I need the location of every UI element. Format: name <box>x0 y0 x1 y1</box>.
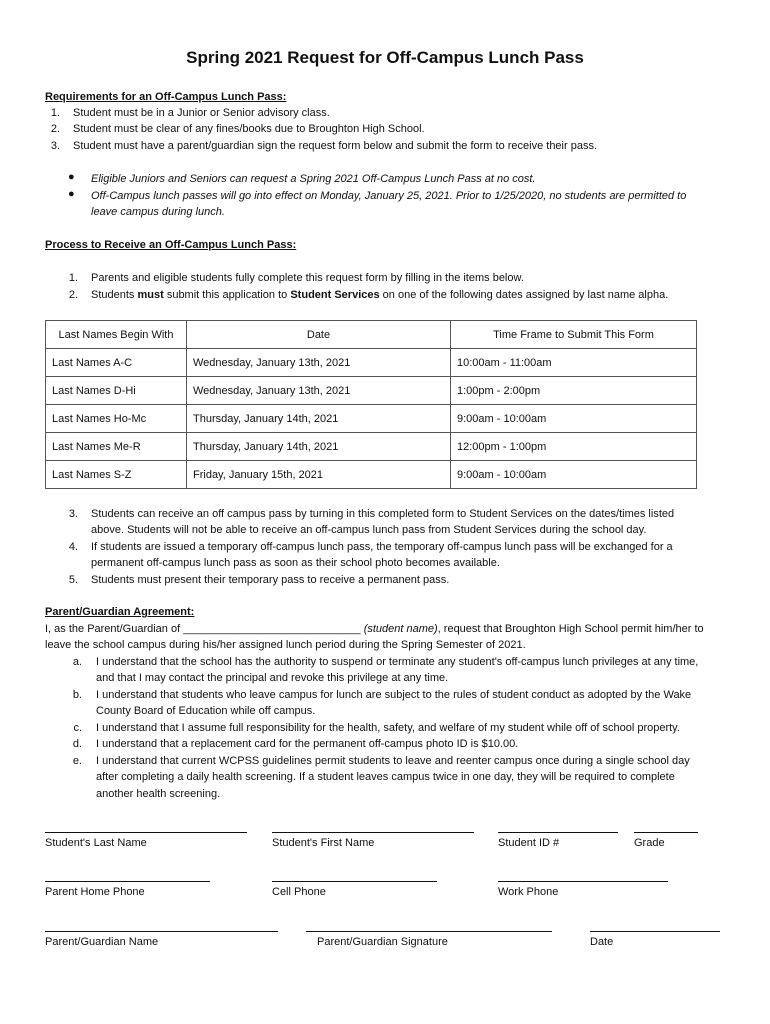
item-number: 4. <box>68 541 78 553</box>
item-text: I understand that the school has the authority to suspend or terminate any student's off-campus lunch privileges at any time, <box>96 656 699 668</box>
table-cell: Friday, January 15th, 2021 <box>187 461 451 489</box>
last-name-label: Student's Last Name <box>45 837 147 849</box>
work-phone-line[interactable] <box>498 881 668 882</box>
item-text: above. Students will not be able to receive an off-campus lunch pass from Student Services during the school day. <box>91 524 647 536</box>
item-text: another health screening. <box>96 788 221 800</box>
column-header: Time Frame to Submit This Form <box>451 321 697 349</box>
grade-line[interactable] <box>634 832 698 833</box>
grade-label: Grade <box>634 837 665 849</box>
page-title: Spring 2021 Request for Off-Campus Lunch Pass <box>186 48 584 67</box>
item-number: 5. <box>68 574 78 586</box>
item-text: Students must present their temporary pass to receive a permanent pass. <box>91 574 450 586</box>
table-cell: 9:00am - 10:00am <box>451 461 697 489</box>
item-text: Student must have a parent/guardian sign the request form below and submit the form to receive their pass. <box>73 140 598 152</box>
item-text: after completing a daily health screening. If a student leaves campus twice in one day, they will be required to complete <box>96 771 675 783</box>
item-text: Students must submit this application to Student Services on one of the following dates assigned by last name alpha. <box>91 289 669 301</box>
item-text: I understand that current WCPSS guidelines permit students to leave and reenter campus once during a single school day <box>96 755 690 767</box>
guardian-name-label: Parent/Guardian Name <box>45 936 159 948</box>
table-row <box>46 461 697 489</box>
process-heading: Process to Receive an Off-Campus Lunch Pass: <box>45 239 297 251</box>
note-text: leave campus during lunch. <box>91 206 225 218</box>
column-header: Last Names Begin With <box>46 321 187 349</box>
item-number: 2. <box>68 289 78 301</box>
item-number: 1. <box>50 107 60 119</box>
item-letter: e. <box>72 755 82 767</box>
item-letter: d. <box>72 738 82 750</box>
note-text: Eligible Juniors and Seniors can request a Spring 2021 Off-Campus Lunch Pass at no cost. <box>91 173 536 185</box>
table-cell: Last Names Me-R <box>46 433 187 461</box>
table-cell: Thursday, January 14th, 2021 <box>187 405 451 433</box>
table-header-row <box>46 321 697 349</box>
cell-phone-line[interactable] <box>272 881 437 882</box>
last-name-line[interactable] <box>45 832 247 833</box>
agreement-intro: I, as the Parent/Guardian of _____________________________ (student name), request that Broughton High School permit him/her to <box>45 623 704 635</box>
schedule-table <box>45 320 697 489</box>
item-text: Student must be in a Junior or Senior advisory class. <box>73 107 330 119</box>
student-name-blank[interactable]: _____________________________ <box>183 623 361 635</box>
home-phone-label: Parent Home Phone <box>45 886 145 898</box>
first-name-label: Student's First Name <box>272 837 375 849</box>
bullet-icon: ● <box>68 188 75 200</box>
table-cell: Thursday, January 14th, 2021 <box>187 433 451 461</box>
table-row <box>46 349 697 377</box>
student-id-label: Student ID # <box>498 837 560 849</box>
table-cell: 1:00pm - 2:00pm <box>451 377 697 405</box>
date-line[interactable] <box>590 931 720 932</box>
column-header: Date <box>187 321 451 349</box>
table-cell: Wednesday, January 13th, 2021 <box>187 349 451 377</box>
table-cell: 10:00am - 11:00am <box>451 349 697 377</box>
item-text: If students are issued a temporary off-campus lunch pass, the temporary off-campus lunch pass will be exchanged for a <box>91 541 673 553</box>
work-phone-label: Work Phone <box>498 886 559 898</box>
item-text: County Board of Education while off campus. <box>96 705 316 717</box>
table-cell: Wednesday, January 13th, 2021 <box>187 377 451 405</box>
item-number: 3. <box>50 140 60 152</box>
guardian-name-line[interactable] <box>45 931 278 932</box>
agreement-heading: Parent/Guardian Agreement: <box>45 606 195 618</box>
table-cell: 9:00am - 10:00am <box>451 405 697 433</box>
table-cell: Last Names S-Z <box>46 461 187 489</box>
item-number: 1. <box>68 272 78 284</box>
requirements-heading: Requirements for an Off-Campus Lunch Pass: <box>45 91 287 103</box>
table-row <box>46 405 697 433</box>
item-letter: c. <box>73 722 82 734</box>
item-text: Students can receive an off campus pass by turning in this completed form to Student Services on the dates/times listed <box>91 508 675 520</box>
item-text: I understand that I assume full responsibility for the health, safety, and welfare of my student while off of school property. <box>96 722 680 734</box>
item-text: I understand that students who leave campus for lunch are subject to the rules of student conduct as adopted by the Wake <box>96 689 692 701</box>
student-id-line[interactable] <box>498 832 618 833</box>
item-text: and that I may contact the principal and revoke this privilege at any time. <box>96 672 449 684</box>
agreement-intro-line2: leave the school campus during his/her assigned lunch period during the Spring Semester of 2021. <box>45 639 526 651</box>
table-cell: Last Names Ho-Mc <box>46 405 187 433</box>
item-number: 2. <box>50 123 60 135</box>
cell-phone-label: Cell Phone <box>272 886 326 898</box>
date-label: Date <box>590 936 614 948</box>
item-number: 3. <box>68 508 78 520</box>
guardian-signature-label: Parent/Guardian Signature <box>317 936 448 948</box>
bullet-icon: ● <box>68 171 75 183</box>
table-cell: Last Names A-C <box>46 349 187 377</box>
table-cell: Last Names D-Hi <box>46 377 187 405</box>
item-text: Parents and eligible students fully complete this request form by filling in the items below. <box>91 272 524 284</box>
table-row <box>46 433 697 461</box>
note-text: Off-Campus lunch passes will go into effect on Monday, January 25, 2021. Prior to 1/25/2020, no students are permitted to <box>91 190 687 202</box>
item-text: I understand that a replacement card for the permanent off-campus photo ID is $10.00. <box>96 738 519 750</box>
item-letter: b. <box>72 689 82 701</box>
item-letter: a. <box>72 656 82 668</box>
guardian-signature-line[interactable] <box>306 931 552 932</box>
item-text: Student must be clear of any fines/books due to Broughton High School. <box>73 123 425 135</box>
table-row <box>46 377 697 405</box>
item-text: permanent off-campus lunch pass as soon as their school photo becomes available. <box>91 557 500 569</box>
table-cell: 12:00pm - 1:00pm <box>451 433 697 461</box>
home-phone-line[interactable] <box>45 881 210 882</box>
first-name-line[interactable] <box>272 832 474 833</box>
